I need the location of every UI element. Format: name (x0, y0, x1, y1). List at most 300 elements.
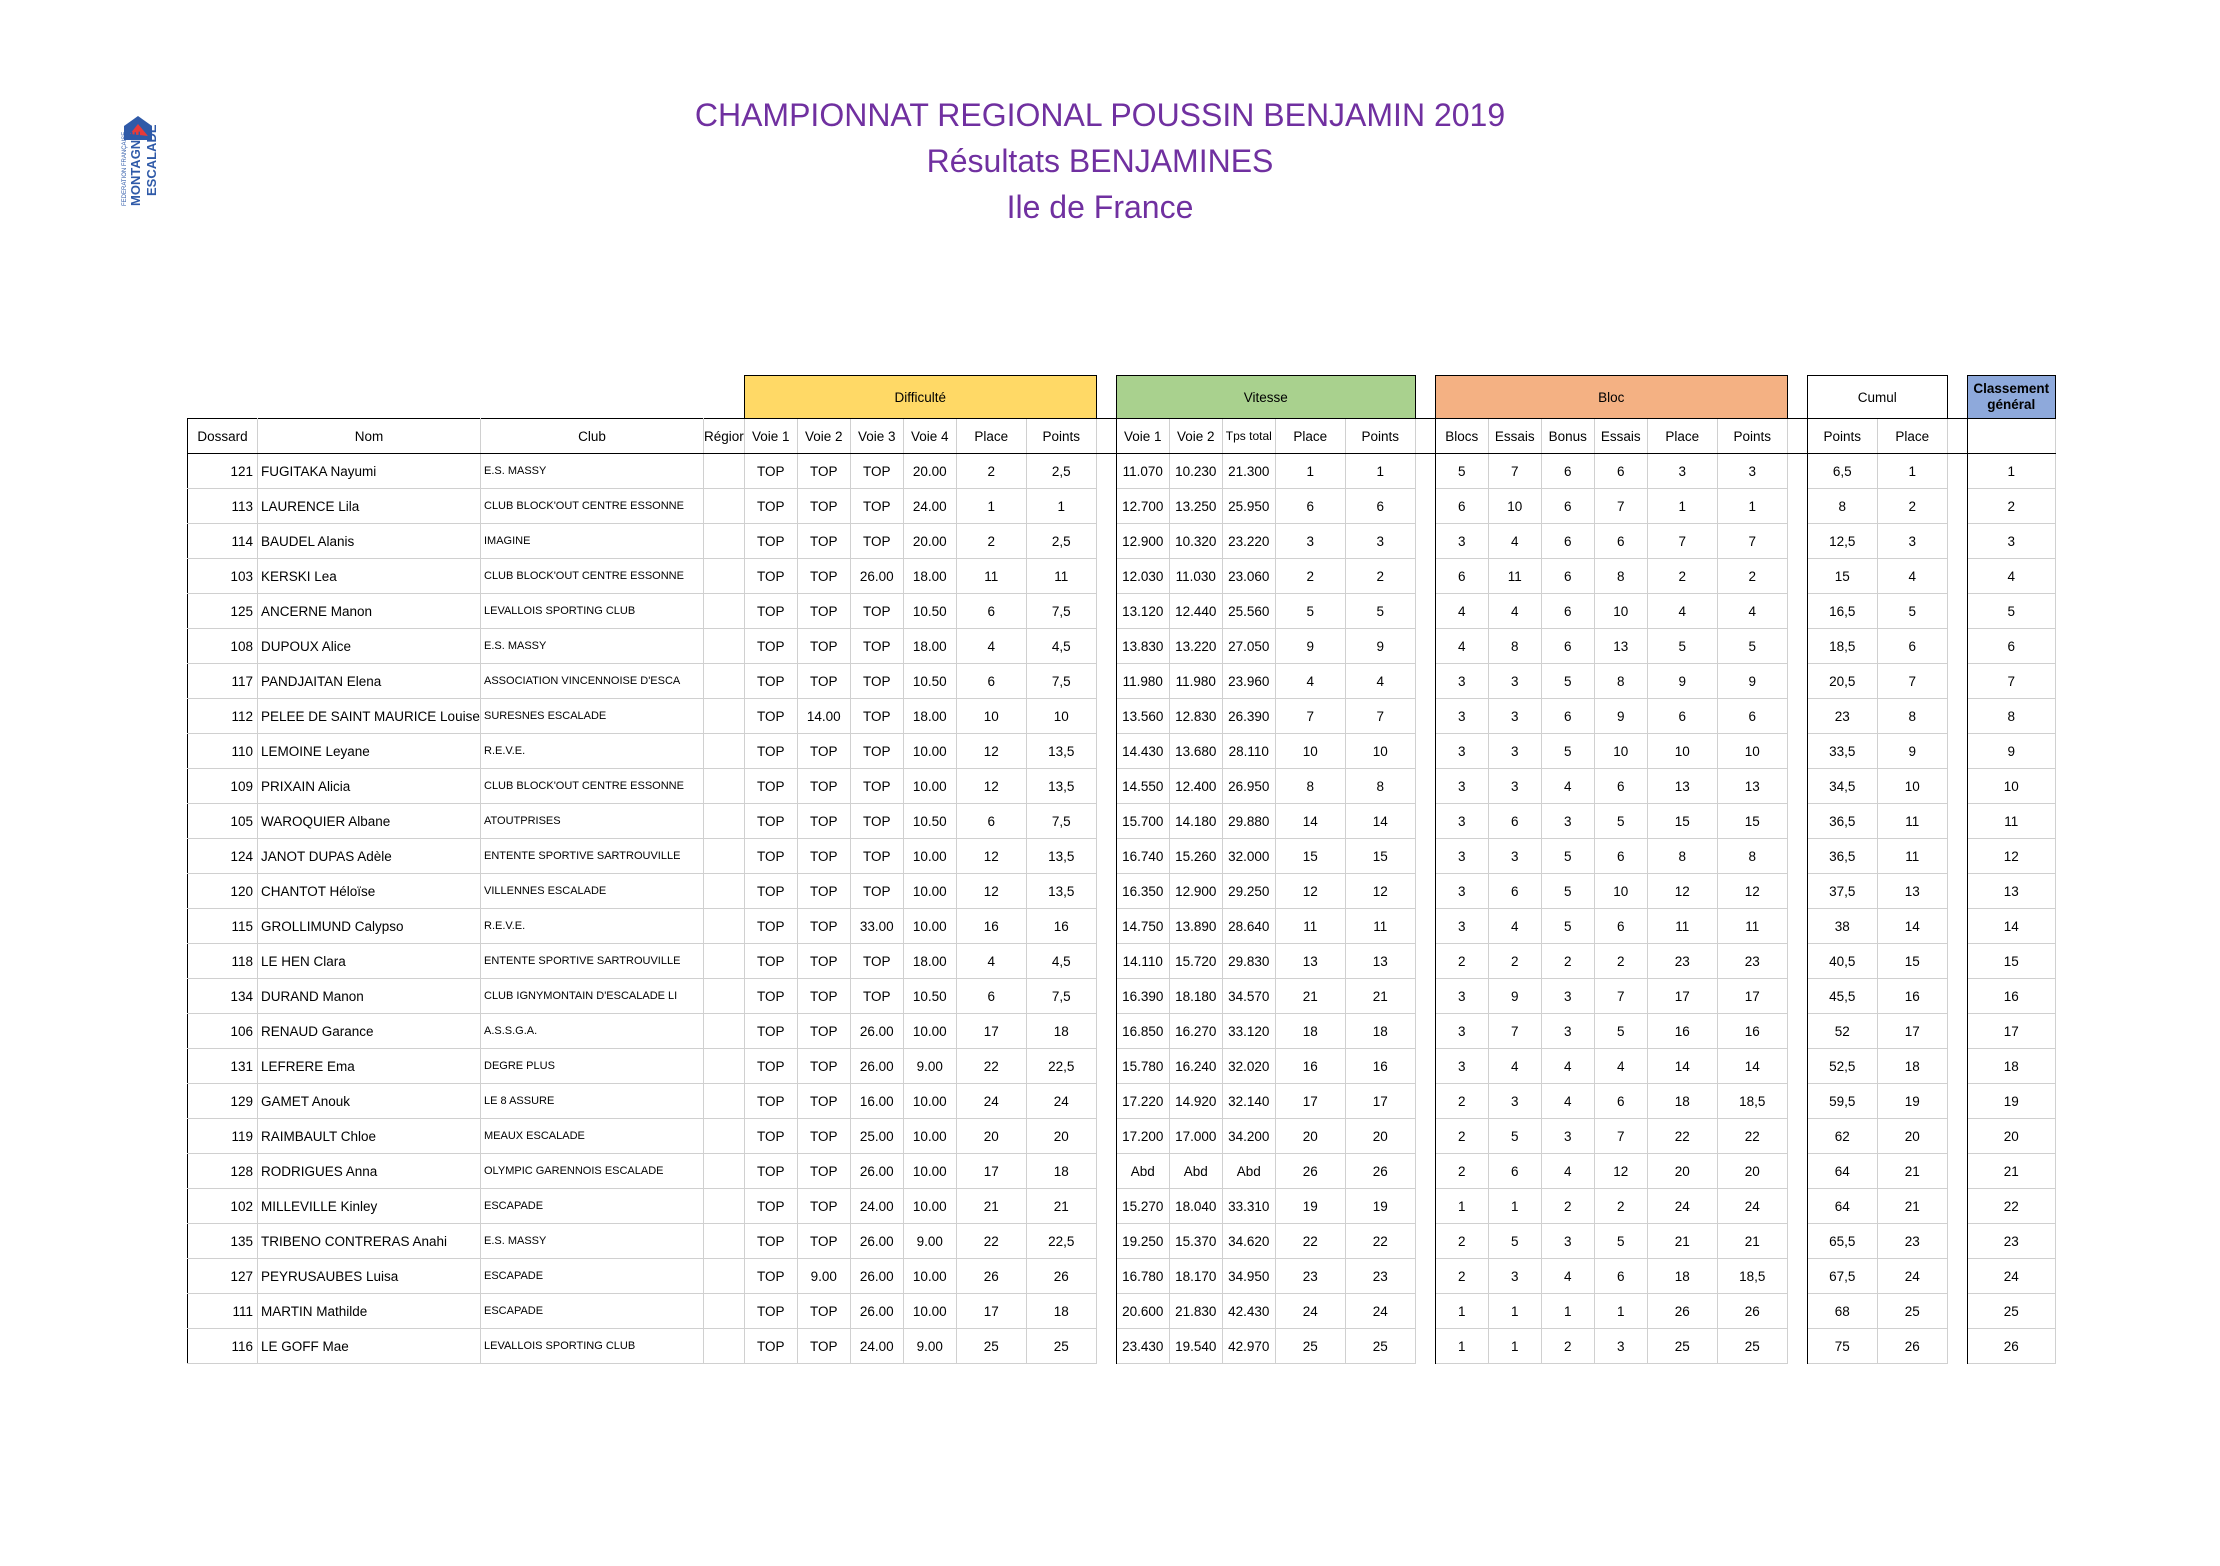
column-separator (1947, 699, 1967, 734)
table-row (188, 874, 2056, 909)
bloc-cell: 23 (1717, 944, 1787, 979)
classement-cell: 18 (1967, 1049, 2055, 1084)
cumul-points-cell: 12,5 (1807, 524, 1877, 559)
dossard-cell: 131 (188, 1049, 258, 1084)
vitesse-cell: 11.980 (1169, 664, 1222, 699)
classement-cell: 13 (1967, 874, 2055, 909)
difficulte-cell: TOP (744, 1119, 797, 1154)
vitesse-cell: 14.110 (1116, 944, 1169, 979)
column-separator (1787, 839, 1807, 874)
table-row (188, 629, 2056, 664)
difficulte-cell: 12 (956, 874, 1026, 909)
bloc-cell: 6 (1541, 559, 1594, 594)
difficulte-cell: 2 (956, 524, 1026, 559)
vitesse-cell: 12.030 (1116, 559, 1169, 594)
table-row (188, 1049, 2056, 1084)
difficulte-cell: TOP (797, 804, 850, 839)
bloc-cell: 4 (1435, 629, 1488, 664)
vitesse-cell: 16.270 (1169, 1014, 1222, 1049)
column-header: Essais (1488, 419, 1541, 454)
table-row (188, 944, 2056, 979)
difficulte-cell: 10.50 (903, 804, 956, 839)
difficulte-cell: TOP (744, 734, 797, 769)
vitesse-cell: 14 (1275, 804, 1345, 839)
column-header: Nom (258, 419, 481, 454)
region-cell (704, 664, 745, 699)
bloc-cell: 5 (1647, 629, 1717, 664)
region-cell (704, 1014, 745, 1049)
cumul-place-cell: 9 (1877, 734, 1947, 769)
nom-cell: DUPOUX Alice (258, 629, 481, 664)
cumul-points-cell: 65,5 (1807, 1224, 1877, 1259)
bloc-cell: 3 (1435, 839, 1488, 874)
vitesse-cell: 12.900 (1169, 874, 1222, 909)
bloc-cell: 9 (1647, 664, 1717, 699)
cumul-points-cell: 23 (1807, 699, 1877, 734)
column-separator (1947, 944, 1967, 979)
bloc-cell: 20 (1717, 1154, 1787, 1189)
bloc-cell: 12 (1594, 1154, 1647, 1189)
difficulte-cell: 26.00 (850, 1049, 903, 1084)
nom-cell: LEMOINE Leyane (258, 734, 481, 769)
cumul-place-cell: 5 (1877, 594, 1947, 629)
vitesse-cell: 15.720 (1169, 944, 1222, 979)
classement-cell: 17 (1967, 1014, 2055, 1049)
vitesse-cell: 13.220 (1169, 629, 1222, 664)
column-separator (1415, 1119, 1435, 1154)
column-separator (1415, 1154, 1435, 1189)
bloc-cell: 3 (1541, 1014, 1594, 1049)
bloc-cell: 3 (1488, 769, 1541, 804)
classement-cell: 20 (1967, 1119, 2055, 1154)
difficulte-cell: 4 (956, 944, 1026, 979)
difficulte-cell: 20 (956, 1119, 1026, 1154)
column-header: Dossard (188, 419, 258, 454)
difficulte-cell: TOP (744, 909, 797, 944)
nom-cell: ANCERNE Manon (258, 594, 481, 629)
column-separator (1787, 1294, 1807, 1329)
vitesse-cell: 17.220 (1116, 1084, 1169, 1119)
bloc-cell: 2 (1541, 1189, 1594, 1224)
bloc-cell: 11 (1488, 559, 1541, 594)
difficulte-cell: 25.00 (850, 1119, 903, 1154)
table-row (188, 1329, 2056, 1364)
difficulte-cell: TOP (744, 979, 797, 1014)
vitesse-cell: 28.640 (1222, 909, 1275, 944)
club-cell: LEVALLOIS SPORTING CLUB (481, 594, 704, 629)
column-header: Place (1877, 419, 1947, 454)
difficulte-cell: 10 (956, 699, 1026, 734)
difficulte-cell: 33.00 (850, 909, 903, 944)
difficulte-cell: 26.00 (850, 1014, 903, 1049)
bloc-cell: 4 (1541, 1049, 1594, 1084)
vitesse-cell: 5 (1275, 594, 1345, 629)
cumul-points-cell: 52,5 (1807, 1049, 1877, 1084)
difficulte-cell: 9.00 (903, 1049, 956, 1084)
cumul-place-cell: 24 (1877, 1259, 1947, 1294)
difficulte-cell: TOP (797, 979, 850, 1014)
vitesse-cell: 22 (1345, 1224, 1415, 1259)
classement-cell: 5 (1967, 594, 2055, 629)
difficulte-cell: 18 (1026, 1154, 1096, 1189)
cumul-points-cell: 34,5 (1807, 769, 1877, 804)
column-separator (1787, 559, 1807, 594)
column-separator (1415, 594, 1435, 629)
column-separator (1947, 1049, 1967, 1084)
bloc-cell: 13 (1717, 769, 1787, 804)
column-header: Voie 1 (744, 419, 797, 454)
dossard-cell: 124 (188, 839, 258, 874)
bloc-cell: 2 (1435, 1119, 1488, 1154)
bloc-cell: 10 (1647, 734, 1717, 769)
column-separator (1787, 1189, 1807, 1224)
vitesse-cell: 29.830 (1222, 944, 1275, 979)
bloc-cell: 2 (1435, 1259, 1488, 1294)
club-cell: MEAUX ESCALADE (481, 1119, 704, 1154)
column-separator (1787, 594, 1807, 629)
bloc-cell: 6 (1435, 489, 1488, 524)
bloc-cell: 6 (1717, 699, 1787, 734)
bloc-cell: 10 (1594, 734, 1647, 769)
difficulte-cell: TOP (744, 1014, 797, 1049)
bloc-cell: 3 (1435, 874, 1488, 909)
column-separator (1947, 1119, 1967, 1154)
difficulte-cell: TOP (744, 524, 797, 559)
difficulte-cell: 6 (956, 979, 1026, 1014)
region-cell (704, 524, 745, 559)
results-table (187, 375, 2056, 1364)
vitesse-cell: 10.320 (1169, 524, 1222, 559)
column-separator (1096, 804, 1116, 839)
column-separator (1787, 769, 1807, 804)
bloc-cell: 3 (1647, 454, 1717, 489)
vitesse-cell: 18.040 (1169, 1189, 1222, 1224)
difficulte-cell: 10.00 (903, 734, 956, 769)
vitesse-cell: 19.250 (1116, 1224, 1169, 1259)
vitesse-cell: 25.560 (1222, 594, 1275, 629)
column-header: Place (1647, 419, 1717, 454)
column-separator (1096, 1084, 1116, 1119)
vitesse-cell: 16 (1275, 1049, 1345, 1084)
difficulte-cell: TOP (744, 1049, 797, 1084)
difficulte-cell: 6 (956, 594, 1026, 629)
nom-cell: RENAUD Garance (258, 1014, 481, 1049)
title-line2: Résultats BENJAMINES (926, 143, 1274, 179)
bloc-cell: 3 (1488, 664, 1541, 699)
column-separator (1415, 454, 1435, 489)
vitesse-cell: 2 (1345, 559, 1415, 594)
bloc-cell: 26 (1647, 1294, 1717, 1329)
bloc-cell: 6 (1488, 804, 1541, 839)
column-separator (1415, 419, 1435, 454)
column-separator (1947, 1189, 1967, 1224)
bloc-cell: 22 (1717, 1119, 1787, 1154)
vitesse-cell: 10 (1345, 734, 1415, 769)
cumul-place-cell: 17 (1877, 1014, 1947, 1049)
vitesse-cell: 25 (1275, 1329, 1345, 1364)
column-separator (1415, 839, 1435, 874)
cumul-place-cell: 25 (1877, 1294, 1947, 1329)
bloc-cell: 7 (1594, 1119, 1647, 1154)
column-header: Points (1807, 419, 1877, 454)
table-row (188, 1154, 2056, 1189)
bloc-cell: 22 (1647, 1119, 1717, 1154)
column-header: Blocs (1435, 419, 1488, 454)
column-separator (1787, 1014, 1807, 1049)
difficulte-cell: 1 (1026, 489, 1096, 524)
vitesse-cell: 23.220 (1222, 524, 1275, 559)
bloc-cell: 2 (1435, 1224, 1488, 1259)
vitesse-cell: 32.020 (1222, 1049, 1275, 1084)
bloc-cell: 8 (1488, 629, 1541, 664)
difficulte-cell: 26 (1026, 1259, 1096, 1294)
difficulte-cell: TOP (744, 1084, 797, 1119)
difficulte-cell: TOP (850, 594, 903, 629)
column-separator (1096, 979, 1116, 1014)
difficulte-cell: TOP (797, 909, 850, 944)
dossard-cell: 125 (188, 594, 258, 629)
difficulte-cell: 18 (1026, 1294, 1096, 1329)
difficulte-cell: 10.00 (903, 1154, 956, 1189)
vitesse-cell: 21.300 (1222, 454, 1275, 489)
cumul-points-cell: 38 (1807, 909, 1877, 944)
region-cell (704, 559, 745, 594)
region-cell (704, 594, 745, 629)
column-separator (1096, 629, 1116, 664)
difficulte-cell: 22,5 (1026, 1224, 1096, 1259)
column-header: Voie 1 (1116, 419, 1169, 454)
column-separator (1415, 909, 1435, 944)
column-separator (1096, 1154, 1116, 1189)
nom-cell: PEYRUSAUBES Luisa (258, 1259, 481, 1294)
vitesse-cell: 20 (1275, 1119, 1345, 1154)
vitesse-cell: 32.000 (1222, 839, 1275, 874)
column-separator (1787, 804, 1807, 839)
vitesse-cell: 13.120 (1116, 594, 1169, 629)
title-line1: CHAMPIONNAT REGIONAL POUSSIN BENJAMIN 2019 (694, 97, 1506, 133)
bloc-cell: 9 (1717, 664, 1787, 699)
bloc-cell: 4 (1488, 1049, 1541, 1084)
column-separator (1415, 559, 1435, 594)
bloc-cell: 2 (1594, 944, 1647, 979)
difficulte-cell: 2,5 (1026, 524, 1096, 559)
cumul-points-cell: 15 (1807, 559, 1877, 594)
bloc-cell: 14 (1647, 1049, 1717, 1084)
bloc-cell: 5 (1541, 909, 1594, 944)
vitesse-cell: 8 (1345, 769, 1415, 804)
table-row (188, 489, 2056, 524)
difficulte-cell: 17 (956, 1294, 1026, 1329)
cumul-points-cell: 75 (1807, 1329, 1877, 1364)
bloc-cell: 6 (1594, 909, 1647, 944)
column-separator (1947, 419, 1967, 454)
column-header: Voie 4 (903, 419, 956, 454)
dossard-cell: 102 (188, 1189, 258, 1224)
vitesse-cell: 11 (1275, 909, 1345, 944)
difficulte-cell: TOP (797, 1224, 850, 1259)
bloc-cell: 1 (1647, 489, 1717, 524)
vitesse-cell: 16.390 (1116, 979, 1169, 1014)
difficulte-cell: 20.00 (903, 524, 956, 559)
table-row (188, 839, 2056, 874)
dossard-cell: 112 (188, 699, 258, 734)
title-line3: Ile de France (1006, 189, 1194, 225)
difficulte-cell: 22,5 (1026, 1049, 1096, 1084)
difficulte-cell: 18.00 (903, 699, 956, 734)
difficulte-cell: 6 (956, 664, 1026, 699)
column-separator (1947, 664, 1967, 699)
vitesse-cell: 20 (1345, 1119, 1415, 1154)
bloc-cell: 24 (1717, 1189, 1787, 1224)
cumul-place-cell: 6 (1877, 629, 1947, 664)
bloc-cell: 21 (1717, 1224, 1787, 1259)
nom-cell: PELEE DE SAINT MAURICE Louise (258, 699, 481, 734)
table-row (188, 664, 2056, 699)
vitesse-cell: 34.620 (1222, 1224, 1275, 1259)
table-row (188, 454, 2056, 489)
column-separator (1415, 734, 1435, 769)
bloc-cell: 5 (1488, 1224, 1541, 1259)
difficulte-cell: 2 (956, 454, 1026, 489)
column-separator (1415, 629, 1435, 664)
club-cell: ESCAPADE (481, 1294, 704, 1329)
cumul-place-cell: 19 (1877, 1084, 1947, 1119)
table-row (188, 1119, 2056, 1154)
vitesse-cell: 16.740 (1116, 839, 1169, 874)
cumul-place-cell: 18 (1877, 1049, 1947, 1084)
difficulte-cell: TOP (850, 524, 903, 559)
bloc-cell: 6 (1594, 839, 1647, 874)
column-separator (1787, 489, 1807, 524)
difficulte-cell: TOP (744, 1154, 797, 1189)
cumul-place-cell: 21 (1877, 1189, 1947, 1224)
difficulte-cell: TOP (744, 944, 797, 979)
difficulte-cell: 10.00 (903, 1259, 956, 1294)
nom-cell: BAUDEL Alanis (258, 524, 481, 559)
region-cell (704, 769, 745, 804)
dossard-cell: 120 (188, 874, 258, 909)
club-cell: ASSOCIATION VINCENNOISE D'ESCA (481, 664, 704, 699)
vitesse-cell: 25.950 (1222, 489, 1275, 524)
dossard-cell: 127 (188, 1259, 258, 1294)
bloc-cell: 23 (1647, 944, 1717, 979)
cumul-points-cell: 40,5 (1807, 944, 1877, 979)
difficulte-cell: 13,5 (1026, 839, 1096, 874)
vitesse-cell: 3 (1345, 524, 1415, 559)
table-row (188, 524, 2056, 559)
bloc-cell: 8 (1594, 664, 1647, 699)
column-separator (1415, 1294, 1435, 1329)
column-separator (1096, 1259, 1116, 1294)
vitesse-cell: Abd (1222, 1154, 1275, 1189)
column-separator (1787, 454, 1807, 489)
bloc-cell: 3 (1541, 1119, 1594, 1154)
difficulte-cell: TOP (744, 769, 797, 804)
club-cell: E.S. MASSY (481, 629, 704, 664)
difficulte-cell: TOP (744, 839, 797, 874)
difficulte-cell: 24 (1026, 1084, 1096, 1119)
difficulte-cell: TOP (744, 664, 797, 699)
region-cell (704, 839, 745, 874)
bloc-cell: 1 (1488, 1329, 1541, 1364)
dossard-cell: 118 (188, 944, 258, 979)
bloc-cell: 6 (1541, 454, 1594, 489)
cumul-place-cell: 21 (1877, 1154, 1947, 1189)
cumul-points-cell: 62 (1807, 1119, 1877, 1154)
bloc-cell: 6 (1488, 1154, 1541, 1189)
bloc-cell: 6 (1594, 769, 1647, 804)
vitesse-cell: 10.230 (1169, 454, 1222, 489)
column-separator (1787, 419, 1807, 454)
classement-cell: 1 (1967, 454, 2055, 489)
column-header: Tps total (1222, 419, 1275, 454)
bloc-cell: 6 (1594, 524, 1647, 559)
dossard-cell: 134 (188, 979, 258, 1014)
vitesse-cell: 22 (1275, 1224, 1345, 1259)
vitesse-cell: 11 (1345, 909, 1415, 944)
nom-cell: PANDJAITAN Elena (258, 664, 481, 699)
column-separator (1096, 944, 1116, 979)
vitesse-cell: 15.700 (1116, 804, 1169, 839)
difficulte-cell: 10.50 (903, 594, 956, 629)
column-separator (1096, 734, 1116, 769)
region-cell (704, 1119, 745, 1154)
column-header: Essais (1594, 419, 1647, 454)
nom-cell: RODRIGUES Anna (258, 1154, 481, 1189)
club-cell: A.S.S.G.A. (481, 1014, 704, 1049)
vitesse-cell: 7 (1345, 699, 1415, 734)
vitesse-cell: 15.370 (1169, 1224, 1222, 1259)
column-separator (1787, 979, 1807, 1014)
classement-cell: 22 (1967, 1189, 2055, 1224)
club-cell: VILLENNES ESCALADE (481, 874, 704, 909)
region-cell (704, 1084, 745, 1119)
difficulte-cell: 26.00 (850, 559, 903, 594)
bloc-cell: 17 (1647, 979, 1717, 1014)
classement-cell: 24 (1967, 1259, 2055, 1294)
dossard-cell: 115 (188, 909, 258, 944)
bloc-cell: 4 (1541, 1084, 1594, 1119)
difficulte-cell: 24.00 (850, 1329, 903, 1364)
dossard-cell: 113 (188, 489, 258, 524)
nom-cell: LEFRERE Ema (258, 1049, 481, 1084)
bloc-cell: 1 (1717, 489, 1787, 524)
difficulte-cell: 11 (1026, 559, 1096, 594)
vitesse-cell: 9 (1275, 629, 1345, 664)
column-separator (1787, 1049, 1807, 1084)
column-header: Points (1717, 419, 1787, 454)
difficulte-cell: TOP (850, 699, 903, 734)
difficulte-cell: TOP (797, 1014, 850, 1049)
region-cell (704, 454, 745, 489)
vitesse-cell: 1 (1275, 454, 1345, 489)
difficulte-cell: TOP (744, 454, 797, 489)
bloc-cell: 3 (1541, 1224, 1594, 1259)
vitesse-cell: 14 (1345, 804, 1415, 839)
vitesse-cell: 6 (1345, 489, 1415, 524)
bloc-cell: 25 (1647, 1329, 1717, 1364)
column-separator (1787, 1224, 1807, 1259)
difficulte-cell: 12 (956, 769, 1026, 804)
difficulte-cell: 16 (956, 909, 1026, 944)
bloc-cell: 3 (1488, 1259, 1541, 1294)
column-separator (1096, 1329, 1116, 1364)
difficulte-cell: 10.00 (903, 839, 956, 874)
classement-cell: 9 (1967, 734, 2055, 769)
dossard-cell: 103 (188, 559, 258, 594)
column-separator (1096, 524, 1116, 559)
column-separator (1787, 1119, 1807, 1154)
